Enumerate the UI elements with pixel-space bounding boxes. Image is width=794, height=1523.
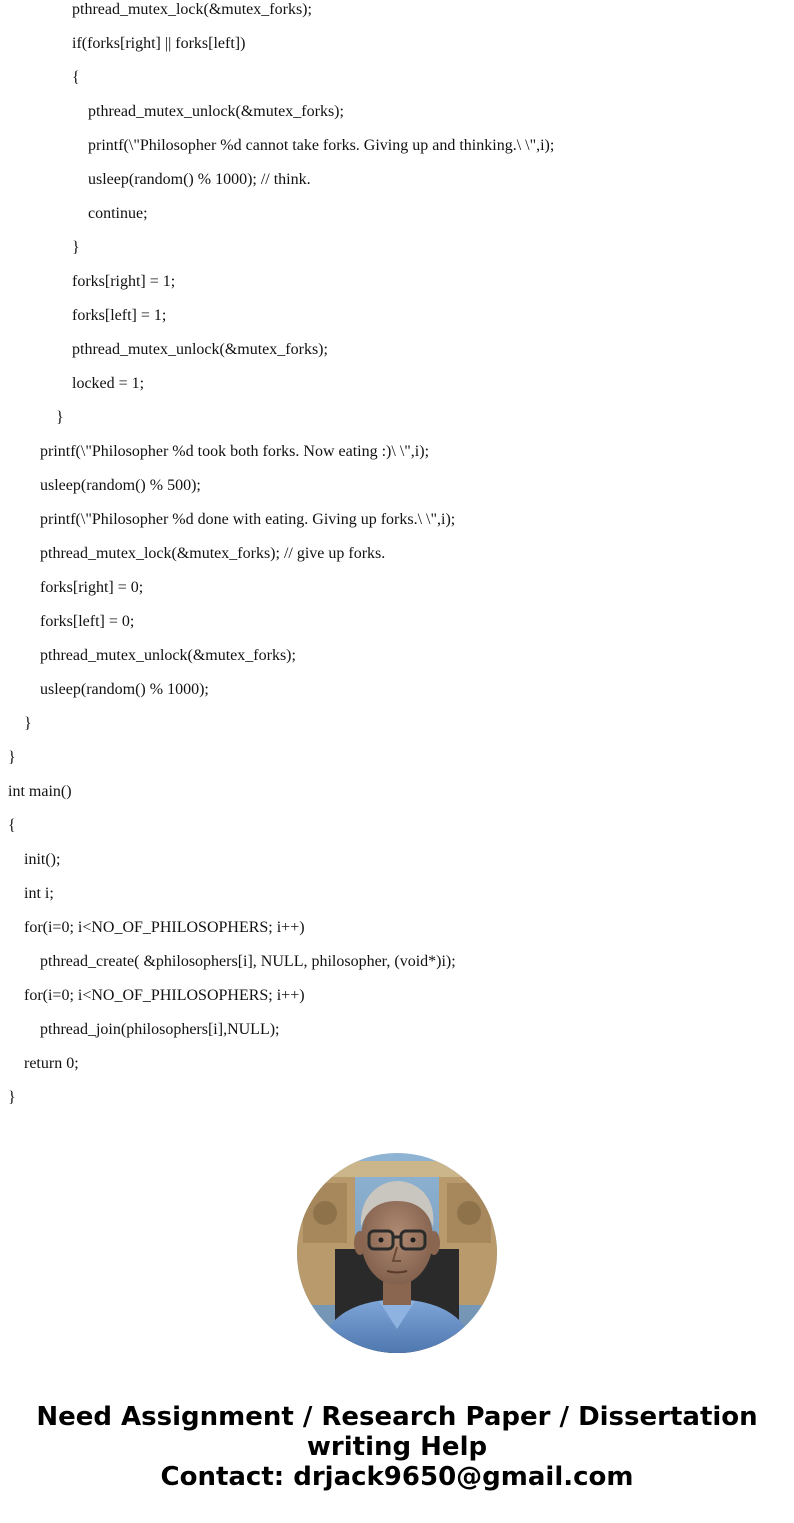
promo-banner [0,1402,794,1492]
code-line: pthread_create( &philosophers[i], NULL, philosopher, (void*)i); [40,953,456,970]
code-line: usleep(random() % 1000); [40,681,209,698]
author-photo [297,1153,497,1353]
code-line: for(i=0; i<NO_OF_PHILOSOPHERS; i++) [24,987,305,1004]
promo-line-1: Need Assignment / Research Paper / Dissertation [36,1402,758,1432]
code-line: usleep(random() % 500); [40,477,201,494]
code-line: return 0; [24,1055,79,1072]
code-line: usleep(random() % 1000); // think. [88,171,311,188]
code-line: printf(\"Philosopher %d done with eating. Giving up forks.\ \",i); [40,511,456,528]
code-line: if(forks[right] || forks[left]) [72,35,246,52]
code-line: } [8,749,16,766]
code-line: continue; [88,205,148,222]
code-line: pthread_mutex_unlock(&mutex_forks); [88,103,344,120]
code-line: pthread_join(philosophers[i],NULL); [40,1021,280,1038]
code-line: forks[right] = 1; [72,273,176,290]
code-line: int i; [24,885,54,902]
code-line: } [24,715,32,732]
code-line: int main() [8,783,72,800]
code-line: forks[left] = 1; [72,307,167,324]
code-line: locked = 1; [72,375,145,392]
code-line: { [72,69,80,86]
code-line: forks[right] = 0; [40,579,144,596]
code-line: pthread_mutex_lock(&mutex_forks); // give up forks. [40,545,386,562]
code-line: for(i=0; i<NO_OF_PHILOSOPHERS; i++) [24,919,305,936]
code-line: { [8,817,16,834]
code-line: } [72,239,80,256]
code-line: printf(\"Philosopher %d cannot take forks. Giving up and thinking.\ \",i); [88,137,555,154]
code-line: pthread_mutex_lock(&mutex_forks); [72,1,312,18]
code-line: printf(\"Philosopher %d took both forks. Now eating :)\ \",i); [40,443,430,460]
promo-line-2: writing Help [306,1432,488,1462]
promo-contact: Contact: drjack9650@gmail.com [160,1462,634,1492]
code-line: } [8,1089,16,1106]
code-line: forks[left] = 0; [40,613,135,630]
code-line: } [56,409,64,426]
code-line: pthread_mutex_unlock(&mutex_forks); [72,341,328,358]
code-line: init(); [24,851,61,868]
code-line: pthread_mutex_unlock(&mutex_forks); [40,647,296,664]
